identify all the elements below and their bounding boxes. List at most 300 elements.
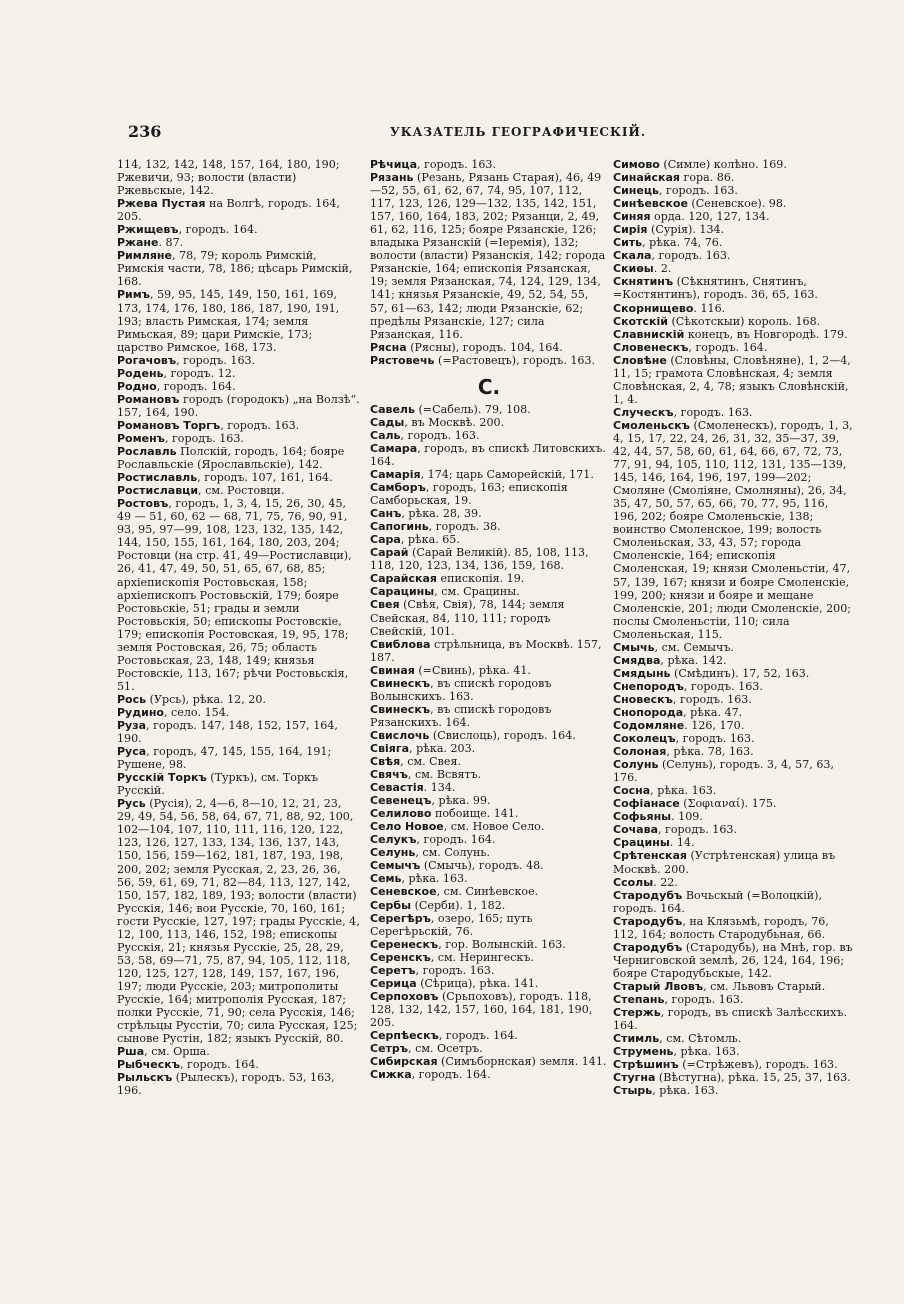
entry-references: , городъ. 164. [179,1058,259,1072]
page-number: 236 [128,122,162,141]
entry-references: , городъ. 163. [651,249,731,263]
entry-references: , городъ. 38. [428,520,501,534]
entry-headword: Стугна [613,1071,656,1085]
entry-headword: Словѣне [613,353,667,367]
entry-headword: Самара [370,441,418,455]
entry-references: , рѣка. 65. [400,533,460,547]
entry-headword: Скорнищево [613,301,694,315]
entry-references: , городъ. 164. [688,340,768,354]
index-entry [370,703,608,729]
entries-r-continued [370,158,608,367]
entry-references: (Русія), 2, 4—6, 8—10, 12, 21, 23, 29, 49, 54, 56, 58, 64, 67, 71, 88, 92, 100, 102—104, 107, 110, 111, 116, 120, 122, 123, 126, 127, 133, 134, 136, 137, 143, 150, 156, 159—162, 181, 187, 193, 198, 200, 202; земля Русская, 2, 23, 26, 36, 56, 59, 61, 69, 71, 82—84, 113, 127, 142, 150, 157, 182, 189, 193; волости (власти) Русскія, 146; вои Русскіе, 70, 160, 161; гости Русскіе, 127, 197; грады Русскіе, 4, 12, 100, 113, 146, 152, 198; епископы Русскія, 21; князья Русскіе, 25, 28, 29, 53, 58, 69—71, 75, 87, 94, 105, 112, 118, 120, 125, 127, 128, 149, 157, 167, 196, 197; люди Русскіе, 203; митрополиты Русскіе, 164; митрополія Русская, 187; полки Русскіе, 71, 90; села Русскія, 146; стрѣльцы Русстіи, 70; сила Русская, 125; сынове Рустін, 182; языкъ Русскій, 80. [117,797,360,1046]
entry-headword: Сирія [613,223,648,237]
index-entry [613,693,854,706]
index-entry [117,288,361,353]
index-entry [117,432,361,445]
entry-references: , городъ. 107, 161, 164. [197,471,333,485]
entry-headword: Солунь [613,758,659,772]
index-entry [613,667,854,680]
index-entry [613,797,854,810]
index-entry [613,993,854,1006]
index-entry [370,468,608,481]
entry-headword: Селукъ [370,833,417,847]
entry-references: (Устрѣтенская) улица въ Москвѣ. 200. [613,849,836,876]
entry-references: , рѣка. 163. [650,784,717,798]
entry-references: , городъ. 164. [178,223,258,237]
entry-references: , см. Всвятъ. [407,768,482,782]
entry-references: (Симъборнская) земля. 141. [437,1055,607,1069]
entry-headword: Романовъ [117,392,180,406]
entry-headword: Римляне [117,249,172,263]
index-entry [613,328,854,341]
entry-references: (Свѣя, Свія), 78, 144; земля Свейская, 84, 110, 111; городъ Свейскій, 101. [370,598,565,638]
index-column-2 [370,158,608,1081]
index-entry [370,585,608,598]
index-entry [370,481,608,507]
index-entry [613,223,854,236]
entry-headword: Селунь [370,846,416,860]
index-entry [613,249,854,262]
entry-headword: Случескъ [613,405,674,419]
index-entry [117,745,361,771]
entry-references: , см. Синѣевское. [436,885,539,899]
entry-headword: Сарайская [370,572,437,586]
entry-references: орда. 120, 127, 134. [650,210,770,224]
entry-references: , городъ. 164. [411,1068,491,1082]
entry-headword: Смядва [613,653,661,667]
index-entry [370,859,608,872]
index-entry [370,912,608,938]
entry-references: , см. Срацины. [434,585,520,599]
entry-references: конецъ, въ Новгородѣ. 179. [684,327,848,341]
index-entry [370,872,608,885]
entry-headword: Синець [613,184,659,198]
entry-references: , городъ. 163. [675,732,755,746]
entry-headword: Синайская [613,171,680,185]
index-entry [613,941,854,980]
entry-references: (Свислоць), городъ. 164. [429,728,576,742]
index-entry [117,693,361,706]
index-entry [613,354,854,406]
entry-references: городъ (городокъ) „на Волзѣ“. 157, 164, 190. [117,392,360,419]
entry-headword: Солоная [613,745,667,759]
entry-headword: Самборъ [370,481,426,495]
entry-headword: Рось [117,692,147,706]
entry-references: , см. Семычъ. [654,640,734,654]
index-entry [370,885,608,898]
entry-headword: Серица [370,976,417,990]
entry-headword: Сарай [370,546,409,560]
entry-headword: Свислочь [370,728,430,742]
entry-headword: Снепородъ [613,679,684,693]
running-title: УКАЗАТЕЛЬ ГЕОГРАФИЧЕСКІЙ. [390,125,647,139]
entry-headword: Ростовъ [117,497,169,511]
index-entry [370,781,608,794]
entry-references: , см. Свея. [400,755,461,769]
entry-headword: Родень [117,366,164,380]
entry-references: , городъ. 163. [220,418,300,432]
entry-headword: Свіяга [370,741,410,755]
index-entry [370,442,608,468]
entry-headword: Смоленьскъ [613,418,690,432]
index-entry [370,354,608,367]
entry-headword: Скиѳы [613,262,654,276]
entry-headword: Свячъ [370,768,408,782]
entry-headword: Смядынь [613,666,671,680]
index-entry [117,236,361,249]
entry-references: (=Стрѣжевъ), городъ. 163. [678,1058,838,1072]
index-entry [613,1032,854,1045]
entry-headword: Село Новое [370,820,444,834]
index-entry [613,158,854,171]
entry-headword: Скотскій [613,314,668,328]
entry-references: , см. Львовъ Старый. [703,979,826,993]
entry-references: (Срьпоховъ), городъ. 118, 128, 132, 142, 157, 160, 164, 181, 190, 205. [370,989,593,1029]
entry-references: , городъ. 163. [658,184,738,198]
entry-references: (Резань, Рязань Старая), 46, 49—52, 55, 61, 62, 67, 74, 95, 107, 112, 117, 123, 126, 129—132, 135, 142, 151, 157, 160, 164, 183, 202; Рязанци, 2, 49, 61, 62, 116, 125; бояре Рязанскіе, 126; владыка Рязанскій (=Іеремія), 132; волости (власти) Рязанскія, 142; города Рязанскіе, 164; епископія Рязанская, 19; земля Рязанская, 74, 124, 129, 134, 141; князья Рязанскіе, 49, 52, 54, 55, 57, 61—63, 142; люди Рязанскіе, 62; предѣлы Рязанскіе, 127; сила Рязанская, 116. [370,171,606,341]
entry-references: , см. Осетръ. [408,1042,483,1056]
entry-headword: Санъ [370,507,402,521]
entry-headword: Стимль [613,1032,660,1046]
index-entry [613,654,854,667]
entry-references: (Смѣдинъ). 17, 52, 163. [670,666,810,680]
entry-headword: Ростиславци [117,484,199,498]
entry-headword: Сапогинь [370,520,429,534]
entry-headword: Сеневское [370,885,437,899]
index-entry [613,406,854,419]
index-entry [613,745,854,758]
entry-references: , городъ, въ спискѣ Литовскихъ. 164. [370,441,606,468]
index-entry [117,484,361,497]
entry-references: епископія. 19. [436,572,525,586]
index-entry [370,416,608,429]
entry-headword: Рѣчица [370,158,417,171]
index-entry [117,771,361,797]
entry-references: , городъ, 47, 145, 155, 164, 191; Рушене, 98. [117,745,332,772]
entry-references: , рѣка. 163. [652,1084,719,1098]
entry-references: , село. 154. [163,705,230,719]
entry-references: (Стародубь), на Мнѣ, гор. въ Черниговской землѣ, 26, 124, 164, 196; бояре Стародубьскые, 142. [613,940,853,980]
index-entry [613,315,854,328]
index-entry [370,598,608,637]
entry-references: (Рясны), городъ. 104, 164. [406,340,563,354]
entry-headword: Струмень [613,1045,674,1059]
entry-references: (Туркъ), см. Торкъ Русскій. [117,771,319,798]
entry-references: , 59, 95, 145, 149, 150, 161, 169, 173, 174, 176, 180, 186, 187, 190, 191, 193; власть Римская, 174; земля Римьская, 89; цари Римскіе, 173; царство Римское, 168, 173. [117,288,340,354]
entry-references: (Σοφιαναί). 175. [679,797,777,811]
entry-references: , городъ. 147, 148, 152, 157, 164, 190. [117,719,338,746]
entry-references: , городъ. 163. [664,993,744,1006]
entry-references: , 174; царь Саморейскій, 171. [420,467,594,481]
index-entry [117,471,361,484]
entry-references: , городъ, 163; епископія Самборьская, 19. [370,481,568,508]
entries-s [370,403,608,1081]
entry-references: . 116. [693,301,726,315]
entry-references: , на Клязьмѣ, городъ, 76, 112, 164; волость Стародубьная, 66. [613,914,829,941]
entry-references: , городъ. 164. [156,379,236,393]
entry-references: , рѣка. 47. [683,705,743,719]
entry-references: 114, 132, 142, 148, 157, 164, 180, 190; Ржевичи, 93; волости (власти) Ржевьскые, 142. [117,158,340,198]
index-entry [613,197,854,210]
entry-headword: Срѣтенская [613,849,687,863]
entry-headword: Селилово [370,807,432,821]
index-entry [370,158,608,171]
index-entry [613,171,854,184]
entry-references: побоище. 141. [431,807,519,821]
index-entry [370,807,608,820]
entry-references: , рѣка. 203. [409,741,476,755]
index-entry [117,223,361,236]
entry-headword: Свиблова [370,637,431,651]
entry-headword: Романовъ Торгъ [117,418,221,432]
entry-headword: Сосна [613,784,651,798]
index-entry [613,680,854,693]
index-entry [613,836,854,849]
entry-references: , см. Орша. [144,1045,210,1059]
entry-headword: Серпоховъ [370,989,439,1003]
entry-headword: Сочава [613,823,658,837]
entry-headword: Руса [117,745,147,759]
entry-references: , въ спискѣ городовъ Рязанскихъ. 164. [370,702,552,729]
entry-references: . 134. [423,781,456,795]
entry-headword: Серенскъ [370,950,431,964]
entry-headword: Рыльскъ [117,1071,173,1085]
entry-references: , см. Солунь. [415,846,490,860]
entry-references: (Вѣстугна), рѣка. 15, 25, 37, 163. [655,1071,851,1085]
entry-headword: Серенескъ [370,937,439,951]
index-entry [370,572,608,585]
entry-headword: Серетъ [370,963,416,977]
entry-references: , городъ. 164. [416,833,496,847]
entry-headword: Серегѣръ [370,911,431,925]
entry-references: , городъ. 163. [415,963,495,977]
entry-headword: Содомляне [613,719,685,733]
entry-references: , городъ. 163. [417,158,496,171]
index-entry [370,1068,608,1081]
index-entry [370,899,608,912]
entry-references: , рѣка. 142. [660,653,727,667]
entry-headword: Рогачовъ [117,353,177,367]
entry-headword: Семычъ [370,859,421,873]
entry-references: , рѣка. 74, 76. [642,236,723,250]
entry-headword: Славнискій [613,327,685,341]
entry-headword: Софьяны [613,810,672,824]
entry-references: , рѣка. 28, 39. [401,507,482,521]
entry-references: , въ спискѣ городовъ Волынскихъ. 163. [370,676,552,703]
entry-headword: Синяя [613,210,651,224]
entry-headword: Срацины [613,836,670,850]
entry-references: , городъ, въ спискѣ Залѣсскихъ. 164. [613,1006,848,1033]
entry-references: (Смоленескъ), городъ, 1, 3, 4, 15, 17, 22, 24, 26, 31, 32, 35—37, 39, 42, 44, 57, 58, 60, 61, 64, 66, 67, 72, 73, 77, 91, 94, 105, 110, 112, 131, 135—139, 145, 146, 164, 196, 197, 199—202; Смоляне (Смоліяне, Смолняны), 26, 34, 35, 47, 50, 57, 65, 66, 70, 77, 95, 116, 196, 202; бояре Смоленьскіе, 138; воинство Смоленское, 199; волость Смоленьская, 33, 43, 57; города Смоленскіе, 164; епископія Смоленская, 19; князи Смоленьстіи, 47, 57, 139, 167; князи и бояре Смоленскіе, 199, 200; князи и бояре и мещане Смоленскіе, 201; люди Смоленскіе, 200; послы Смоленьстіи, 110; сила Смоленьская, 115. [613,418,853,641]
index-entry [370,664,608,677]
entry-headword: Семь [370,872,402,886]
index-entry [117,380,361,393]
index-entry [370,638,608,664]
index-entry [613,980,854,993]
entry-headword: Старый Лвовъ [613,979,704,993]
entry-references: (Сурія). 134. [647,223,725,237]
entry-headword: Свинескъ [370,676,431,690]
entry-headword: Русь [117,797,146,811]
index-entry [117,354,361,367]
entry-headword: Родно [117,379,157,393]
entry-references: гора. 86. [679,171,735,185]
entry-references: (Рылескъ), городъ. 53, 163, 196. [117,1071,335,1098]
index-entry [613,876,854,889]
entry-headword: Сара [370,533,401,547]
entry-headword: Сновескъ [613,692,673,706]
index-entry [117,719,361,745]
section-letter: С. [477,374,501,399]
entry-references: , городъ. 163. [164,431,244,445]
entry-headword: Ссолы [613,875,654,889]
entry-headword: Стародубъ [613,888,683,902]
entry-references: (Урсь), рѣка. 12, 20. [146,692,266,706]
index-entry [370,742,608,755]
entry-headword: Снопорода [613,705,684,719]
entry-references: (Сарай Великій). 85, 108, 113, 118, 120, 123, 134, 136, 159, 168. [370,546,589,573]
index-entry [613,210,854,223]
index-entry [370,938,608,951]
index-entry [370,755,608,768]
entry-references: Полскій, городъ, 164; бояре Рославльскіе (Ярославльскіе), 142. [117,445,345,472]
entry-references: , городъ. 12. [163,366,236,380]
index-entry [370,833,608,846]
entry-headword: Сады [370,415,405,429]
entry-references: , городъ. 163. [176,353,256,367]
entry-headword: Рыбческъ [117,1058,180,1072]
entry-references: . 14. [669,836,695,850]
entry-references: (Серби). 1, 182. [411,898,506,912]
entry-headword: Свиная [370,663,415,677]
entry-references: Вочьскый (=Волоцкій), городъ. 164. [613,888,822,915]
entry-headword: Ростиславль [117,471,198,485]
entry-references: , см. Нерингескъ. [430,950,534,964]
index-entry [370,990,608,1029]
entry-headword: Стародубъ [613,914,683,928]
entry-headword: Севастія [370,781,424,795]
entry-headword: Свинескъ [370,702,431,716]
entry-references: (Смычь), городъ. 48. [420,859,544,873]
entry-headword: Саль [370,428,401,442]
index-entry [370,677,608,703]
entry-references: . 126, 170. [684,719,745,733]
index-entry [370,951,608,964]
entry-headword: Стырь [613,1084,653,1098]
index-entry [117,197,361,223]
index-entry [370,794,608,807]
entry-headword: Скнятинъ [613,275,674,289]
entry-references: , городъ, 1, 3, 4, 15, 26, 30, 45, 49 — 51, 60, 62 — 68, 71, 75, 76, 90, 91, 93, 95, 97—99, 108, 123, 132, 135, 142, 144, 150, 155, 161, 164, 180, 203, 204; Ростовци (на стр. 41, 49—Ростиславци), 26, 41, 47, 49, 50, 51, 65, 67, 68, 85; архіепископія Ростовьская, 158; архіепископъ Ростовьскій, 179; бояре Ростовьскіе, 51; грады и земли Ростовьскія, 50; епископы Ростовскіе, 179; епископія Ростовская, 19, 95, 178; земля Ростовская, 26, 75; область Ростовьская, 23, 148, 149; князья Ростовскіе, 113, 167; рѣчи Ростовьскія, 51. [117,497,352,693]
entry-headword: Ржане [117,236,159,250]
index-entry [613,706,854,719]
index-entry [613,784,854,797]
entry-headword: Сарацины [370,585,435,599]
entry-headword: Сижка [370,1068,412,1082]
entry-references: (Словѣны, Словѣняне), 1, 2—4, 11, 15; грамота Словѣнская, 4; земля Словѣнская, 2, 4, 78; языкъ Словѣнскій, 1, 4. [613,353,851,406]
index-entry [613,302,854,315]
entry-references: , 78, 79; король Римскій, Римскія части, 78, 186; цѣсарь Римскій, 168. [117,249,353,289]
index-entry [117,158,361,197]
index-entry [370,729,608,742]
index-entry [370,403,608,416]
entry-headword: Рша [117,1045,145,1059]
entry-headword: Софіанасе [613,797,680,811]
entry-references: (=Сабель). 79, 108. [414,402,531,416]
index-entry [117,393,361,419]
index-entry [117,367,361,380]
entry-references: , см. Новое Село. [443,820,545,834]
entry-headword: Севенецъ [370,794,432,808]
entry-headword: Симово [613,158,660,171]
page-header [128,122,788,142]
index-entry [613,1006,854,1032]
index-entry [117,419,361,432]
index-entry [613,1071,854,1084]
entry-references: . 87. [158,236,184,250]
entry-headword: Рястовечь [370,353,435,367]
index-entry [613,262,854,275]
index-entry [370,977,608,990]
entry-references: (Сѣрица), рѣка. 141. [416,976,539,990]
index-entry [613,419,854,641]
index-entry [613,889,854,915]
entry-headword: Степань [613,993,665,1006]
entry-headword: Русскій Торкъ [117,771,207,785]
index-entry [370,1055,608,1068]
index-entry [117,1058,361,1071]
index-entry [613,719,854,732]
entry-references: , городъ. 163. [673,405,753,419]
entry-references: , озеро, 165; путь Серегѣрьскій, 76. [370,911,533,938]
index-entry [613,758,854,784]
entry-references: , городъ. 163. [672,692,752,706]
entry-references: на Волгѣ, городъ. 164, 205. [117,197,340,224]
index-entry [613,810,854,823]
entry-references: , рѣка. 163. [401,872,468,886]
entry-headword: Роменъ [117,431,165,445]
index-entry [613,1045,854,1058]
entry-references: , городъ. 164. [438,1029,518,1042]
entry-headword: Рязань [370,171,414,185]
index-entry [117,249,361,288]
index-entry [370,546,608,572]
entry-references: , гор. Волынскій. 163. [438,937,566,951]
entry-references: . 109. [671,810,703,824]
index-entry [613,184,854,197]
index-entry [370,171,608,341]
index-entry [613,236,854,249]
entry-references: (Симле) колѣно. 169. [659,158,787,171]
index-entry [613,341,854,354]
index-entry [613,823,854,836]
entry-headword: Руза [117,719,147,733]
index-entry [613,1058,854,1071]
index-entry [117,497,361,693]
index-entry [370,533,608,546]
index-entry [370,846,608,859]
index-entry [370,429,608,442]
entry-references: , рѣка. 99. [431,794,491,808]
entry-headword: Самарія [370,467,421,481]
entry-headword: Савель [370,402,415,416]
entry-headword: Римъ [117,288,151,302]
index-entry [370,964,608,977]
index-entry [613,641,854,654]
entry-headword: Ржева Пустая [117,197,206,211]
index-entry [117,797,361,1045]
entry-references: (Сѣкотскыи) король. 168. [667,314,821,328]
